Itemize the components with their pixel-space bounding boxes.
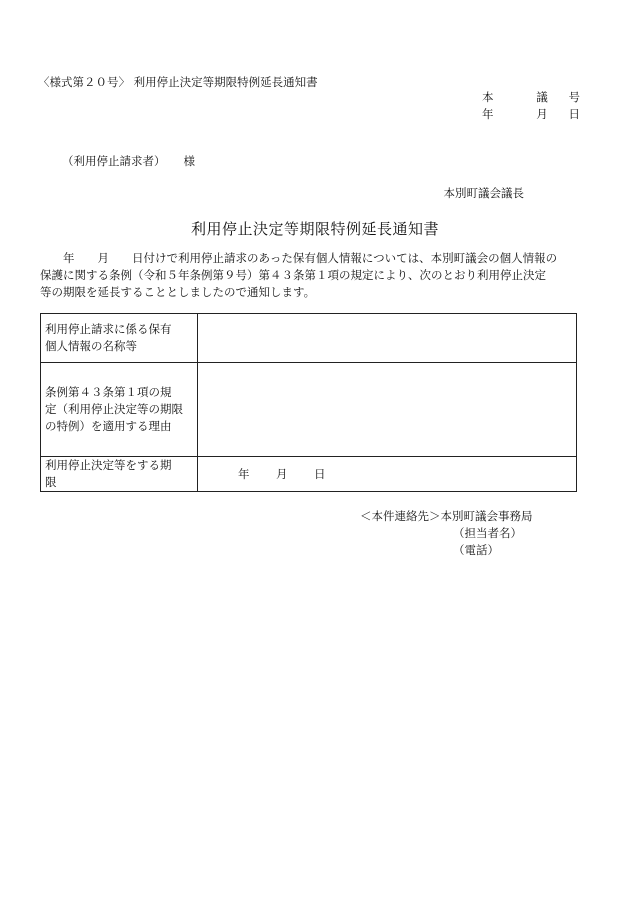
deadline-day: 日 bbox=[314, 466, 326, 481]
contact-phone: （電話） bbox=[453, 543, 499, 557]
doc-number-prefix: 本 bbox=[482, 90, 494, 104]
contact-office: 本別町議会事務局 bbox=[440, 509, 533, 523]
recipient-name: （利用停止請求者） bbox=[62, 154, 166, 168]
doc-date-year: 年 bbox=[482, 107, 494, 121]
doc-number-type: 議 bbox=[536, 90, 548, 104]
document-date bbox=[482, 106, 580, 122]
contact-first-line bbox=[360, 508, 533, 525]
label-line: 利用停止請求に係る保有 bbox=[45, 322, 172, 336]
recipient-honorific: 様 bbox=[183, 154, 195, 168]
doc-number-suffix: 号 bbox=[568, 90, 580, 104]
notice-body bbox=[40, 250, 590, 301]
body-line-2: 保護に関する条例（令和５年条例第９号）第４３条第１項の規定により、次のとおり利用停止決定 bbox=[40, 268, 546, 282]
sender: 本別町議会議長 bbox=[443, 186, 524, 200]
reason-label bbox=[41, 363, 198, 457]
body-line-3: 等の期限を延長することとしましたので通知します。 bbox=[40, 285, 316, 299]
recipient bbox=[62, 153, 195, 169]
table-row bbox=[41, 314, 577, 363]
label-line: 限 bbox=[45, 475, 57, 489]
table-row bbox=[41, 363, 577, 457]
notice-table bbox=[40, 313, 577, 492]
info-name-value bbox=[198, 314, 577, 363]
deadline-year: 年 bbox=[238, 466, 250, 481]
contact-person: （担当者名） bbox=[453, 526, 522, 540]
deadline-value bbox=[198, 457, 577, 492]
doc-date-month: 月 bbox=[536, 107, 548, 121]
contact-label: ＜本件連絡先＞ bbox=[360, 509, 441, 523]
label-line: 利用停止決定等をする期 bbox=[45, 458, 172, 472]
document-title: 利用停止決定等期限特例延長通知書 bbox=[190, 220, 439, 238]
deadline-label bbox=[41, 457, 198, 492]
info-name-label bbox=[41, 314, 198, 363]
reason-value bbox=[198, 363, 577, 457]
label-line: の特例）を適用する理由 bbox=[45, 419, 172, 433]
table-row bbox=[41, 457, 577, 492]
form-label: 〈様式第２０号〉 利用停止決定等期限特例延長通知書 bbox=[38, 75, 318, 89]
doc-date-day: 日 bbox=[568, 107, 580, 121]
deadline-month: 月 bbox=[276, 466, 288, 481]
label-line: 個人情報の名称等 bbox=[45, 339, 137, 353]
body-line-1: 年 月 日付けで利用停止請求のあった保有個人情報については、本別町議会の個人情報の bbox=[40, 251, 558, 265]
document-number bbox=[482, 89, 580, 105]
label-line: 定（利用停止決定等の期限 bbox=[45, 402, 183, 416]
label-line: 条例第４３条第１項の規 bbox=[45, 385, 172, 399]
contact-block bbox=[360, 508, 533, 559]
